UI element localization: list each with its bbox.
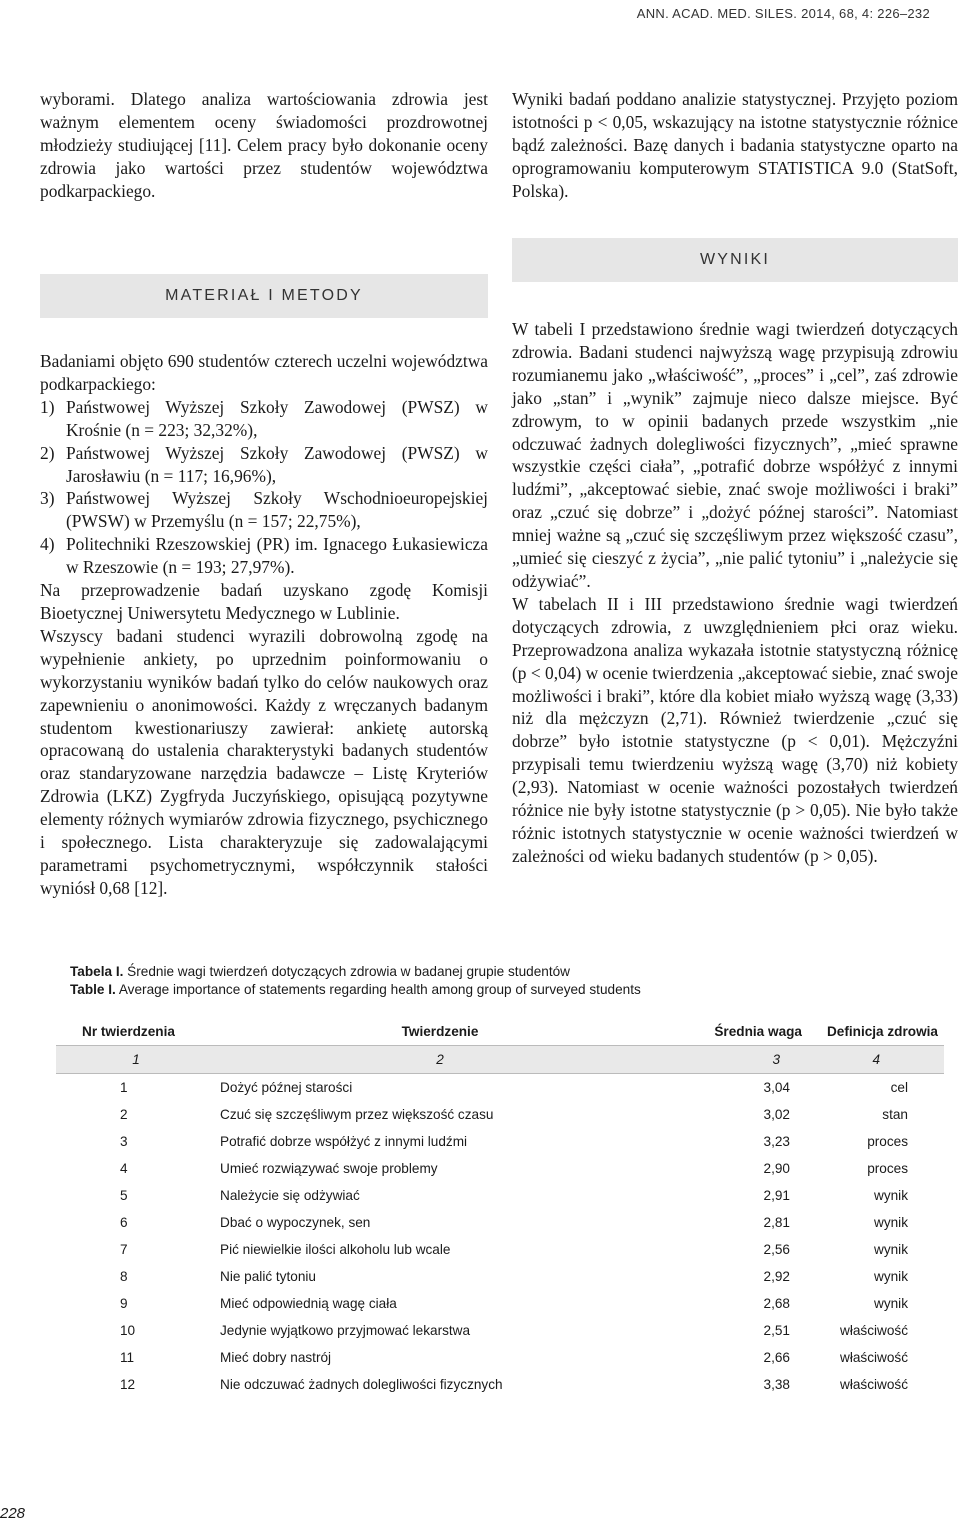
- table-row: [56, 1236, 944, 1263]
- health-definition: wynik: [874, 1215, 908, 1230]
- table-row: [56, 1371, 944, 1398]
- health-definition: właściwość: [840, 1323, 908, 1338]
- table-row: [56, 1101, 944, 1128]
- average-weight: 2,68: [763, 1296, 790, 1311]
- results-paragraph-1: W tabeli I przedstawiono średnie wagi twierdzeń dotyczących zdrowia. Badani studenci najwyższą wagę przypisują zdrowiu rozumianemu jako „właściwość”, „proces” i „cel”, zaś zdrowie jako „stan” i „wynik” zajmuje nieco dalsze miejsce. Być zdrowym, to w opinii badanych przede wszystkim „nie odczuwać żadnych dolegliwości fizycznych”, „mieć sprawne wszystkie części ciała”, „potrafić dobrze współżyć z innymi ludźmi”, „akceptować siebie, znać swoje możliwości i braki” oraz „czuć się dobrze” i „dożyć późnej starości”. Natomiast mniej ważne są „czuć się szczęśliwym przez większość czasu”, „umieć się cieszyć z życia”, „nie palić tytoniu” i „należycie się odżywiać”.: [512, 319, 958, 591]
- methods-body: [40, 350, 488, 900]
- list-text: Państwowej Wyższej Szkoły Zawodowej (PWSZ) w Jarosławiu (n = 117; 16,96%),: [66, 442, 488, 486]
- column-header: Definicja zdrowia: [826, 1024, 938, 1039]
- statement-text: Umieć rozwiązywać swoje problemy: [220, 1161, 438, 1176]
- average-weight: 2,92: [763, 1269, 790, 1284]
- average-weight: 2,66: [763, 1350, 790, 1365]
- results-paragraph-2: W tabelach II i III przedstawiono średnie wagi twierdzeń dotyczących zdrowia, z uwzględnieniem płci oraz wieku. Przeprowadzona analiza wykazała istotnie statystyczną różnicę (p < 0,04) w ocenie twierdzenia „akceptować siebie, znać swoje możliwości i braki”, które dla kobiet miało wyższą wagę (3,33) niż dla mężczyzn (2,71). Również twierdzenie „czuć się dobrze” było istotnie statystyczne (p < 0,01). Mężczyźni przypisali temu twierdzeniu wyższą wagę (3,70) niż kobiety (2,93). Natomiast w ocenie ważności pozostałych twierdzeń różnice nie były istotne statystycznie (p > 0,05). Nie było także różnic istotnych statystycznie w ocenie ważności twierdzeń w zależności od wieku badanych studentów (p > 0,05).: [512, 593, 958, 866]
- table-row: [56, 1263, 944, 1290]
- statement-text: Czuć się szczęśliwym przez większość czasu: [220, 1107, 494, 1122]
- row-number: 8: [120, 1269, 128, 1284]
- row-number: 6: [120, 1215, 128, 1230]
- health-definition: proces: [867, 1134, 908, 1149]
- row-number: 3: [120, 1134, 128, 1149]
- left-intro-paragraph: wyborami. Dlatego analiza wartościowania zdrowia jest ważnym elementem oceny świadomości prozdrowotnej młodzieży studiującej [11]. Celem pracy było dokonanie oceny zdrowia jako wartości przez studentów województwa podkarpackiego.: [40, 89, 488, 201]
- average-weight: 2,91: [763, 1188, 790, 1203]
- table-row: [56, 1317, 944, 1344]
- column-number-row: [56, 1046, 944, 1074]
- column-number: 4: [808, 1046, 944, 1074]
- statement-text: Jedynie wyjątkowo przyjmować lekarstwa: [220, 1323, 471, 1338]
- table-caption: [70, 963, 641, 999]
- row-number: 10: [120, 1323, 136, 1338]
- right-intro-paragraph: Wyniki badań poddano analizie statystycznej. Przyjęto poziom istotności p < 0,05, wskazujący na istotne statystycznie różnice bądź zależności. Bazę danych i badania statystyczne oparto na oprogramowaniu komputerowym STATISTICA 9.0 (StatSoft, Polska).: [512, 89, 958, 201]
- statement-text: Potrafić dobrze współżyć z innymi ludźmi: [220, 1134, 468, 1149]
- statement-text: Należycie się odżywiać: [220, 1188, 360, 1203]
- statement-text: Nie palić tytoniu: [220, 1269, 316, 1284]
- list-item: [40, 396, 488, 442]
- health-definition: wynik: [874, 1269, 908, 1284]
- table-row: [56, 1074, 944, 1102]
- health-definition: właściwość: [840, 1350, 908, 1365]
- column-header: Nr twierdzenia: [82, 1024, 175, 1039]
- average-weight: 3,04: [763, 1080, 790, 1095]
- health-definition: wynik: [874, 1296, 908, 1311]
- list-item: [40, 487, 488, 533]
- caption-label: Tabela I.: [70, 964, 124, 979]
- list-number: 1): [40, 396, 55, 417]
- list-number: 4): [40, 534, 55, 555]
- average-weight: 3,02: [763, 1107, 790, 1122]
- row-number: 2: [120, 1107, 128, 1122]
- row-number: 4: [120, 1161, 128, 1176]
- statement-text: Mieć dobry nastrój: [220, 1350, 332, 1365]
- results-heading: WYNIKI: [512, 238, 958, 282]
- average-weight: 2,90: [763, 1161, 790, 1176]
- right-column: [512, 88, 958, 203]
- table-row: [56, 1128, 944, 1155]
- table-row: [56, 1182, 944, 1209]
- column-number: 3: [664, 1046, 808, 1074]
- list-text: Politechniki Rzeszowskiej (PR) im. Ignacego Łukasiewicza w Rzeszowie (n = 193; 27,97%).: [66, 534, 488, 578]
- table-row: [56, 1209, 944, 1236]
- methods-paragraph: Wszyscy badani studenci wyrazili dobrowolną zgodę na wypełnienie ankiety, po uprzednim poinformowaniu o wykorzystaniu wyników badań tylko do celów naukowych oraz zapewnieniu o anonimowości. Każdy z wręczanych badanym studentom kwestionariuszy zawierał: ankietę autorską opracowaną do ustalenia charakterystyki badanych studentów oraz standaryzowane narzędzia badawcze – Listę Kryteriów Zdrowia (LKZ) Zygfryda Juczyńskiego, opisującą pozytywne elementy różnych wymiarów zdrowia fizycznego, psychicznego i społecznego. Lista charakteryzuje się zadowalającymi parametrami psychometrycznymi, współczynnik stałości wyniósł 0,68 [12].: [40, 625, 488, 898]
- list-text: Państwowej Wyższej Szkoły Wschodnioeuropejskiej (PWSW) w Przemyślu (n = 157; 22,75%),: [66, 488, 488, 532]
- column-number: 1: [56, 1046, 216, 1074]
- statement-text: Mieć odpowiednią wagę ciała: [220, 1296, 397, 1311]
- caption-text: Average importance of statements regarding health among group of surveyed students: [118, 982, 641, 997]
- caption-english: [70, 981, 641, 999]
- list-number: 2): [40, 442, 55, 463]
- statements-table: [56, 1018, 944, 1398]
- statement-text: Nie odczuwać żadnych dolegliwości fizycznych: [220, 1377, 503, 1392]
- page-number: 228: [0, 1505, 26, 1522]
- caption-text: Średnie wagi twierdzeń dotyczących zdrowia w badanej grupie studentów: [127, 964, 570, 979]
- list-item: [40, 533, 488, 579]
- list-item: [40, 442, 488, 488]
- health-definition: proces: [867, 1161, 908, 1176]
- row-number: 7: [120, 1242, 128, 1257]
- average-weight: 3,23: [763, 1134, 790, 1149]
- table-row: [56, 1290, 944, 1317]
- average-weight: 2,56: [763, 1242, 790, 1257]
- methods-heading: MATERIAŁ I METODY: [40, 274, 488, 318]
- row-number: 11: [120, 1350, 135, 1365]
- average-weight: 2,81: [763, 1215, 790, 1230]
- column-header: Średnia waga: [714, 1024, 802, 1039]
- list-text: Państwowej Wyższej Szkoły Zawodowej (PWSZ) w Krośnie (n = 223; 32,32%),: [66, 396, 488, 440]
- health-definition: wynik: [874, 1188, 908, 1203]
- ethics-paragraph: Na przeprowadzenie badań uzyskano zgodę Komisji Bioetycznej Uniwersytetu Medycznego w Lublinie.: [40, 580, 488, 623]
- health-definition: wynik: [874, 1242, 908, 1257]
- methods-intro: Badaniami objęto 690 studentów czterech uczelni województwa podkarpackiego:: [40, 351, 488, 394]
- table-header-row: [56, 1018, 944, 1046]
- row-number: 5: [120, 1188, 128, 1203]
- row-number: 1: [120, 1080, 128, 1095]
- column-number: 2: [216, 1046, 664, 1074]
- caption-label: Table I.: [70, 982, 116, 997]
- average-weight: 2,51: [763, 1323, 790, 1338]
- table-row: [56, 1155, 944, 1182]
- list-number: 3): [40, 488, 55, 509]
- statement-text: Dożyć późnej starości: [220, 1080, 353, 1095]
- statement-text: Dbać o wypoczynek, sen: [220, 1215, 371, 1230]
- results-body: [512, 318, 958, 868]
- row-number: 12: [120, 1377, 136, 1392]
- caption-polish: [70, 963, 641, 981]
- health-definition: cel: [890, 1080, 908, 1095]
- column-header: Twierdzenie: [401, 1024, 479, 1039]
- average-weight: 3,38: [763, 1377, 790, 1392]
- left-column: [40, 88, 488, 203]
- statement-text: Pić niewielkie ilości alkoholu lub wcale: [220, 1242, 451, 1257]
- table-row: [56, 1344, 944, 1371]
- row-number: 9: [120, 1296, 128, 1311]
- health-definition: stan: [882, 1107, 908, 1122]
- health-definition: właściwość: [840, 1377, 908, 1392]
- running-head: ANN. ACAD. MED. SILES. 2014, 68, 4: 226–232: [636, 6, 930, 21]
